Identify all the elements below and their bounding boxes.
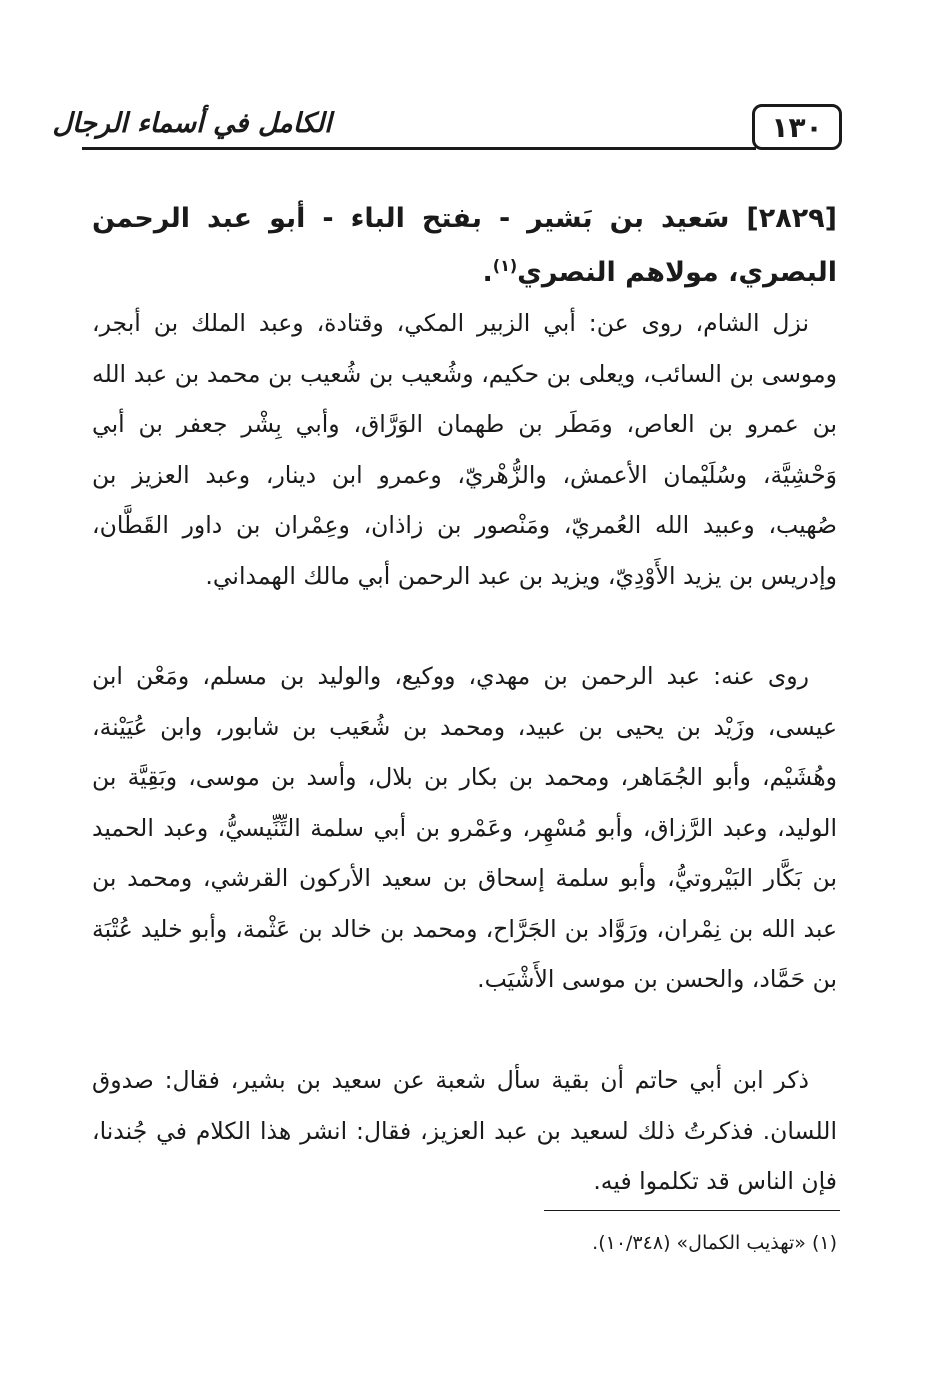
paragraph-text: نزل الشام، روى عن: أبي الزبير المكي، وقتادة، وعبد الملك بن أبجر، وموسى بن السائب، ويعلى بن حكيم، وشُعيب بن شُعيب بن محمد بن عبد الله بن عمرو بن العاص، ومَطَر بن طهمان الوَرَّاق، وأبي بِشْر جعفر بن أبي وَحْشِيَّة، وسُلَيْمان الأعمش، والزُّهْريّ، وعمرو ابن دينار، وعبد العزيز بن صُهيب، وعبيد الله العُمريّ، ومَنْصور بن زاذان، وعِمْران بن داور القَطَّان، وإدريس بن يزيد الأَوْدِيّ، ويزيد بن عبد الرحمن أبي مالك الهمداني. (92, 309, 837, 590)
paragraph-text: ذكر ابن أبي حاتم أن بقية سأل شعبة عن سعيد بن بشير، فقال: صدوق اللسان. فذكرتُ ذلك لسعيد بن عبد العزيز، فقال: انشر هذا الكلام في جُندنا، فإن الناس قد تكلموا فيه. (92, 1066, 837, 1195)
footnote: (١) «تهذيب الكمال» (١٠/٣٤٨). (592, 1232, 837, 1254)
footnote-divider (544, 1210, 840, 1211)
paragraph-narrated-from (92, 298, 837, 601)
page-header (52, 98, 842, 158)
header-rule (82, 147, 756, 150)
running-title: الكامل في أسماء الرجال (52, 107, 332, 139)
paragraph-text: روى عنه: عبد الرحمن بن مهدي، ووكيع، والوليد بن مسلم، ومَعْن ابن عيسى، وزَيْد بن يحيى بن عبيد، ومحمد بن شُعَيب بن شابور، وابن عُيَيْنة، وهُشَيْم، وأبو الجُمَاهر، ومحمد بن بكار بن بلال، وأسد بن موسى، وبَقِيَّة بن الوليد، وعبد الرَّزاق، وأبو مُسْهِر، وعَمْرو بن أبي سلمة التِّنِّيسيُّ، وعبد الحميد بن بَكَّار البَيْروتيُّ، وأبو سلمة إسحاق بن سعيد الأركون القرشي، ومحمد بن عبد الله بن نِمْران، ورَوَّاد بن الجَرَّاح، ومحمد بن خالد بن عَثْمة، وأبو خليد عُتْبَة بن حَمَّاد، والحسن بن موسى الأَشْيَب. (92, 662, 837, 993)
page-number: ١٣٠ (752, 104, 842, 150)
paragraph-narrated-by (92, 651, 837, 1005)
entry-heading (92, 192, 837, 300)
footnote-marker: (١) (492, 256, 518, 275)
entry-title-text: [٢٨٢٩] سَعيد بن بَشير - بفتح الباء - أبو عبد الرحمن البصري، مولاهم النصري (92, 203, 837, 288)
entry-title-end: . (482, 257, 493, 288)
paragraph-assessment (92, 1055, 837, 1207)
